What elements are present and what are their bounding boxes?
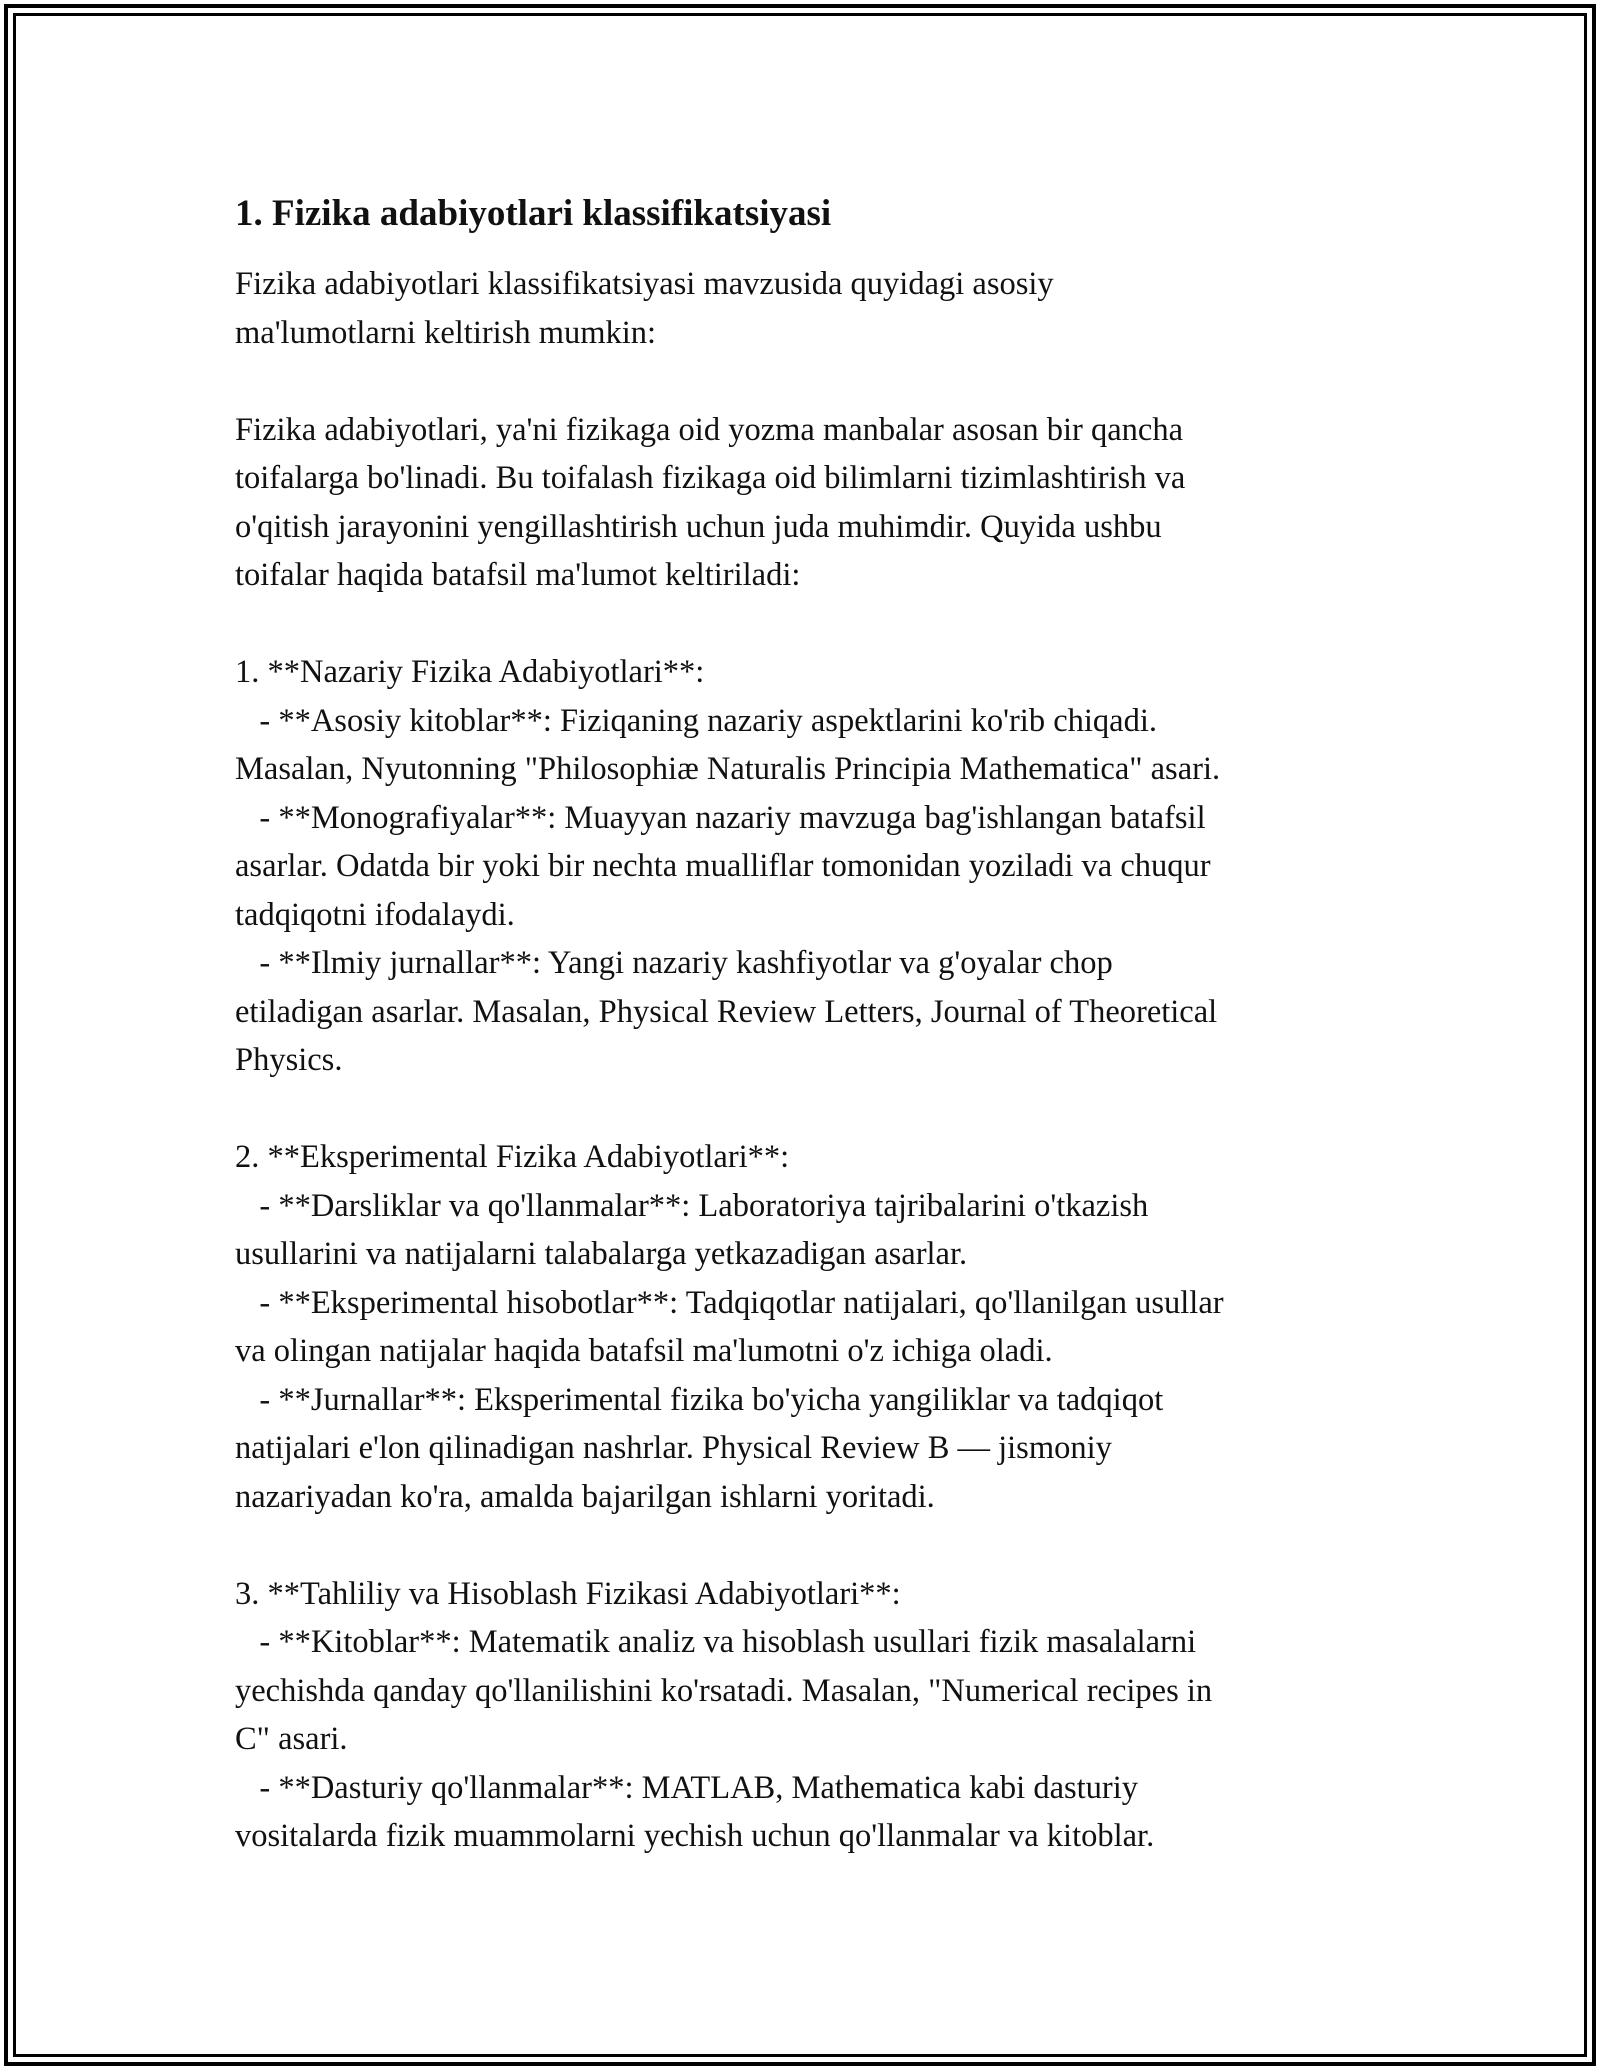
document-body: Fizika adabiyotlari klassifikatsiyasi mavzusida quyidagi asosiy ma'lumotlarni keltirish mumkin: Fizika adabiyotlari, ya'ni fizikaga oid yozma manbalar asosan bir qancha toifalarga bo'linadi. Bu toifalash fizikaga oid bilimlarni tizimlashtirish va o'qitish jarayonini yengillashtirish uchun juda muhimdir. Quyida ushbu toifalar haqida batafsil ma'lumot keltiriladi: 1. **Nazariy Fizika Adabiyotlari**: - **Asosiy kitoblar**: Fiziqaning nazariy aspektlarini ko'rib chiqadi. Masalan, Nyutonning "Philosophiæ Naturalis Principia Mathematica" asari. - **Monografiyalar**: Muayyan nazariy mavzuga bag'ishlangan batafsil asarlar. Odatda bir yoki bir nechta mualliflar tomonidan yoziladi va chuqur tadqiqotni ifodalaydi. - **Ilmiy jurnallar**: Yangi nazariy kashfiyotlar va g'oyalar chop etiladigan asarlar. Masalan, Physical Review Letters, Journal of Theoretical Physics. 2. **Eksperimental Fizika Adabiyotlari**: - **Darsliklar va qo'llanmalar**: Laboratoriya tajribalarini o'tkazish usullarini va natijalarni talabalarga yetkazadigan asarlar. - **Eksperimental hisobotlar**: Tadqiqotlar natijalari, qo'llanilgan usullar va olingan natijalar haqida batafsil ma'lumotni o'z ichiga oladi. - **Jurnallar**: Eksperimental fizika bo'yicha yangiliklar va tadqiqot natijalari e'lon qilinadigan nashrlar. Physical Review B — jismoniy nazariyadan ko'ra, amalda bajarilgan ishlarni yoritadi. 3. **Tahliliy va Hisoblash Fizikasi Adabiyotlari**: - **Kitoblar**: Matematik analiz va hisoblash usullari fizik masalalarni yechishda qanday qo'llanilishini ko'rsatadi. Masalan, "Numerical recipes in C" asari. - **Dasturiy qo'llanmalar**: MATLAB, Mathematica kabi dasturiy vositalarda fizik muammolarni yechish uchun qo'llanmalar va kitoblar.: [235, 266, 1224, 1854]
document-title: 1. Fizika adabiyotlari klassifikatsiyasi: [235, 193, 832, 234]
document-content: [235, 190, 1365, 1861]
